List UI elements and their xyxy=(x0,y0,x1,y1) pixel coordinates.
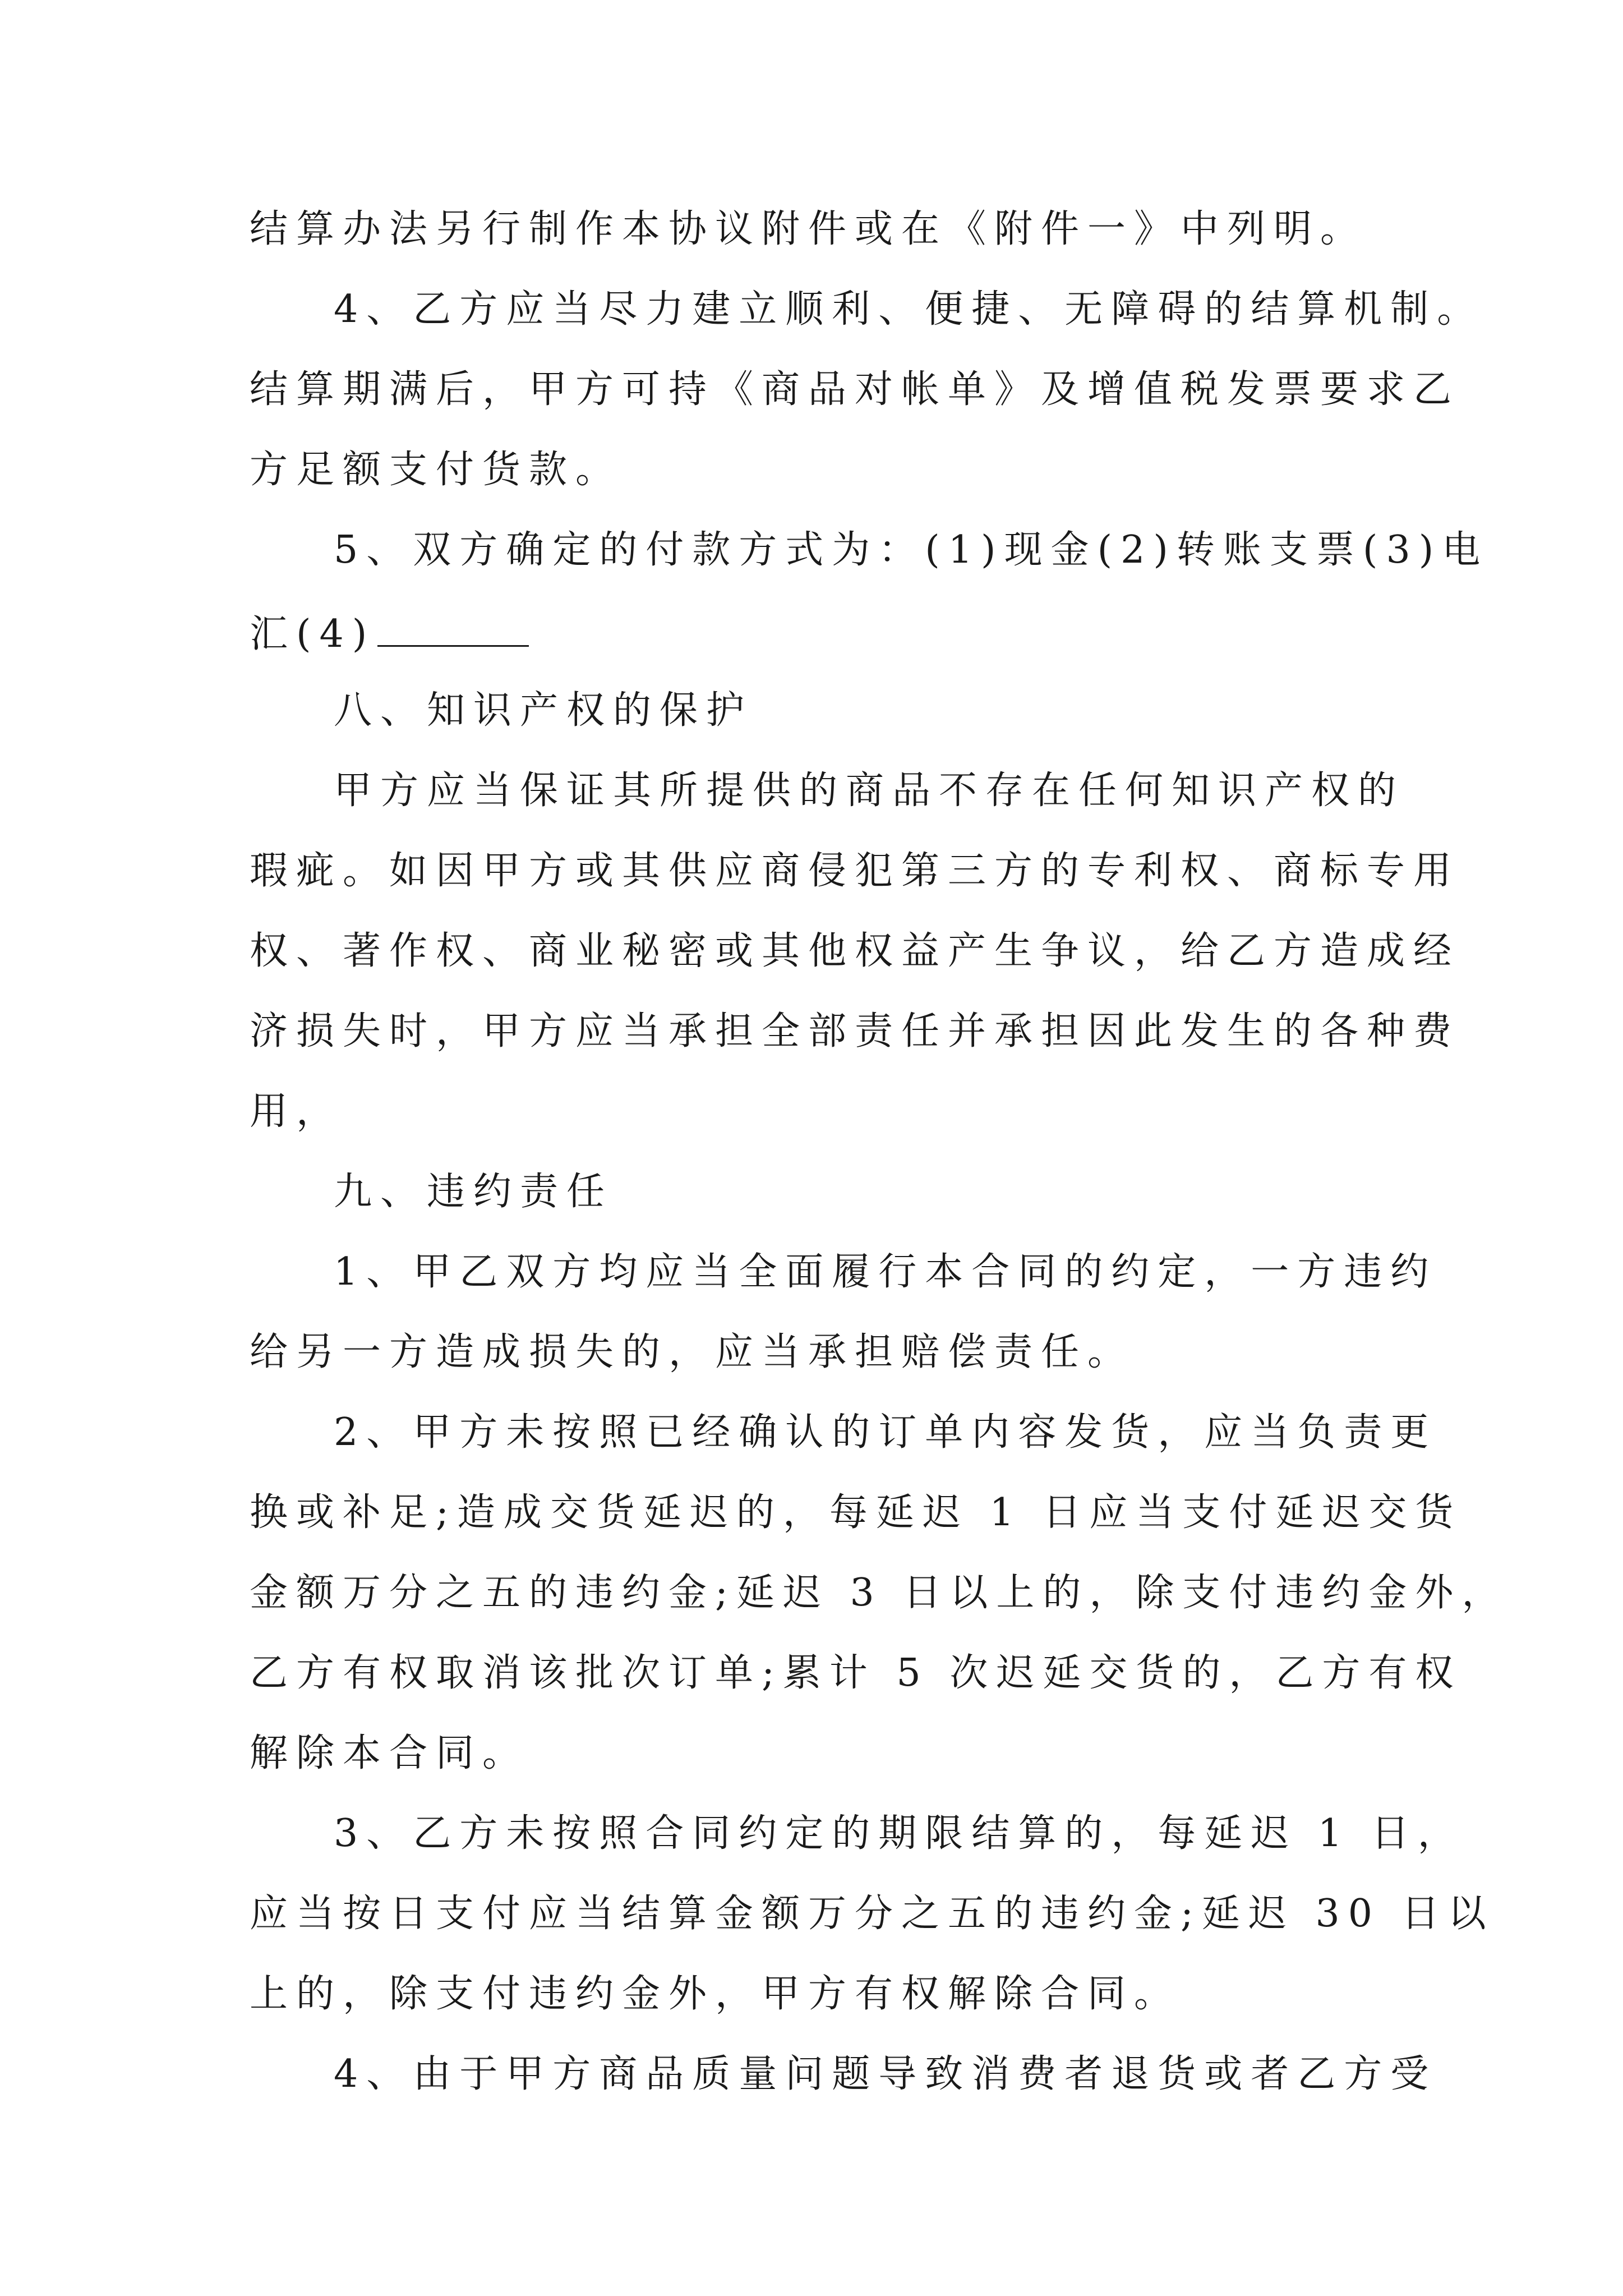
paragraph-line: 甲方应当保证其所提供的商品不存在任何知识产权的 xyxy=(334,769,1405,813)
paragraph-line: 金额万分之五的违约金;延迟 3 日以上的，除支付违约金外， xyxy=(250,1571,1509,1615)
paragraph-line: 1、甲乙双方均应当全面履行本合同的约定，一方违约 xyxy=(334,1250,1437,1294)
paragraph-line: 给另一方造成损失的，应当承担赔偿责任。 xyxy=(250,1330,1135,1374)
document-body xyxy=(250,207,1509,2096)
section-heading-liability: 九、违约责任 xyxy=(334,1170,614,1214)
paragraph-line: 方足额支付货款。 xyxy=(250,448,623,492)
paragraph-line-with-blank xyxy=(250,611,1377,656)
paragraph-line: 换或补足;造成交货延迟的，每延迟 1 日应当支付延迟交货 xyxy=(250,1490,1462,1535)
paragraph-line: 瑕疵。如因甲方或其供应商侵犯第三方的专利权、商标专用 xyxy=(250,849,1460,893)
paragraph-line: 2、甲方未按照已经确认的订单内容发货，应当负责更 xyxy=(334,1410,1437,1455)
fill-in-blank-underline xyxy=(377,611,529,647)
paragraph-line: 解除本合同。 xyxy=(250,1731,529,1775)
paragraph-line: 应当按日支付应当结算金额万分之五的违约金;延迟 30 日以 xyxy=(250,1892,1495,1936)
paragraph-line: 4、乙方应当尽力建立顺利、便捷、无障碍的结算机制。 xyxy=(334,287,1484,332)
payment-option-4-label: 汇(4) xyxy=(250,612,376,656)
section-heading-ip: 八、知识产权的保护 xyxy=(334,688,753,733)
paragraph-line: 乙方有权取消该批次订单;累计 5 次迟延交货的，乙方有权 xyxy=(250,1651,1462,1695)
paragraph-line: 5、双方确定的付款方式为：(1)现金(2)转账支票(3)电 xyxy=(334,528,1489,572)
paragraph-line: 结算期满后，甲方可持《商品对帐单》及增值税发票要求乙 xyxy=(250,367,1460,412)
paragraph-line: 用， xyxy=(250,1089,343,1134)
paragraph-line: 济损失时，甲方应当承担全部责任并承担因此发生的各种费 xyxy=(250,1009,1460,1053)
paragraph-line: 权、著作权、商业秘密或其他权益产生争议，给乙方造成经 xyxy=(250,929,1460,973)
paragraph-line: 3、乙方未按照合同约定的期限结算的，每延迟 1 日， xyxy=(334,1811,1464,1856)
paragraph-line: 4、由于甲方商品质量问题导致消费者退货或者乙方受 xyxy=(334,2052,1437,2096)
paragraph-line: 结算办法另行制作本协议附件或在《附件一》中列明。 xyxy=(250,207,1367,251)
paragraph-line: 上的，除支付违约金外，甲方有权解除合同。 xyxy=(250,1972,1181,2016)
